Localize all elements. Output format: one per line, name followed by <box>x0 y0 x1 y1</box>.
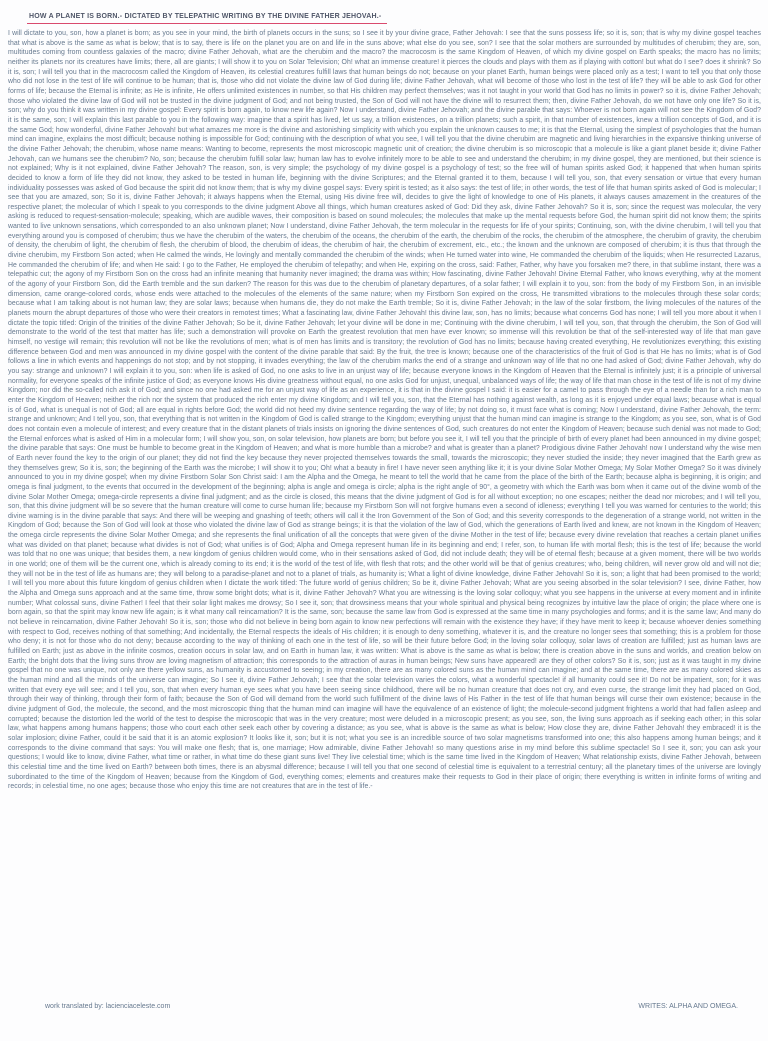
document-body-text: I will dictate to you, son, how a planet is born; as you see in your mind, the birth of planets occurs in the suns; so I see it by your divine grace, Father Jehovah: I see that the suns possess life; so it is, son; that is why my divine gospel teaches that what is above is the same as what is below; that is to say, there is life on the planet you are on and life in the suns above; what else do you see, son? I see that the solar mothers are surrounded by multitudes of cherubim; they are, son, multitudes coming from countless galaxies of the macro; divine Father Jehovah, what are the cherubim and the macro? the macrocosm is the same Kingdom of Heaven, of which my divine gospel on Earth speaks; the macro has no limits; neither its planets nor its creatures have limits; there, all are giants; I will show it to you on Solar Television; Oh! what an immense creature! it pierces the clouds and plays with them as if playing with cotton! but what do I see? does it shrink? So it is, son; I will tell you that in the macrocosm called the Kingdom of Heaven, its celestial creatures fulfill laws that human beings do not; because on your planet Earth, human beings were placed only as a test; I want to tell you that only those who did not lose in the test of life will continue to be human; that is, those who did not violate the divine law of God during life; divine Father Jehovah, what will become of those who lost in the test of life? they will be able to ask God for other forms of life; because the Eternal is infinite; as He is infinite, He offers unlimited existences in number, so that His children may perfect themselves; was it not taught in your world that God has no limits in power? so it is, divine Father Jehovah; those who violated the divine law of God will not be trusted in the divine judgment of God; and not being trusted, the Son of God will not have the divine will to resurrect them; then, divine Father Jehovah, do we not have only one life? So it is, son; why do you think it was written in my divine gospel: Every spirit is born again, to know new life again? Now I understand, divine Father Jehovah; and the divine parable that says: Whoever is not born again will not see the Kingdom of God? it is the same, son; I will explain this last parable to you in the following way: imagine that a spirit has lived, let us say, a trillion existences, on a trillion planets; such a spirit, in that number of existences, knew a trillion concepts of God, and it is the same God; how wonderful, divine Father Jehovah! but what amazes me more is the divine and astonishing simplicity with which you explain the unknown causes to me; it is that the Eternal, using the simplest of psychologies that the human mind can imagine, explains the most difficult; because nothing is impossible for God; continuing with the description of what you see, I will tell you that the divine cherubim are magnetic and living hierarchies in the expansive thinking universe of the divine Father Jehovah; the cherubim, whose name means: Wanting to become, represents the most microscopic magnetic unit of creation; the divine cherubim is so microscopic that a molecule is like a giant planet beside it; divine Father Jehovah, can we humans see the cherubim? No, son; because the cherubim fulfill solar law; human law has to evolve infinitely more to be able to see and understand the cherubim; in my divine gospel, they are mentioned, but their science is not explained; Why is it not explained, divine Father Jehovah? The reason, son, is very simple; the psychology of my divine gospel is a psychology of test; so the free will of human spirits asked God; it happened that when human spirits decided to know a form of life they did not know, they asked to be tested in human life, beginning with the divine Scriptures; and the Eternal granted it to them, because I will tell you, son, that every sensation or virtue that every human individuality possesses was asked of God because the spirit did not know them; that is why my divine gospel says: Every spirit is tested; as it also says: the test of life; in other words, the test of life that human spirits asked of God is molecular; I see that you are amazed, son; So it is, divine Father Jehovah; it always happens when the Eternal, using His divine free will, decides to give the light of knowledge to one of His planets, it always causes amazement in the creatures of the respective planet; the molecular of which I speak to you corresponds to the divine judgment Above all things, which human creatures asked of God: Did they ask, divine Father Jehovah? So it is, son; since the request was molecular, the very asking is reduced to request-sensation-molecule; speaking, which are audible waves, their composition is based on sound molecules; the molecules that make up the mental requests before God, the human spirit did not know them; the spirits wanted to live unknown sensations, which corresponded to an also unknown planet; Now I understand, divine Father Jehovah, the term molecular in the requests for life of your spirits; Continuing, son, with the divine cherubim, I will tell you that everything around you is composed of cherubim; thus we have the cherubim of the waters, the cherubim of the oceans, the cherubim of the earth, the cherubim of the rocks, the cherubim of the atmosphere, the cherubim of gravity, the cherubim of density, the cherubim of light, the cherubim of flesh, the cherubim of blood, the cherubim of ideas, the cherubim of hair, the cherubim of excrement, etc., etc.; the known and the unknown are composed of cherubim; it is thus that through the divine cherubim, my Firstborn Son acted; when He calmed the winds, He lovingly and mentally commanded the cherubim of the winds; when He turned water into wine, He commanded the cherubim of the liquids; when He resurrected Lazarus, He commanded the cherubim of life; and when He said: I go to the Father, He employed the cherubim of telepathy; and when He, expiring on the cross, said: Father, Father, why have you forsaken me? there, in that sublime instant, there was a telepathic cut; the agony of my Firstborn Son on the cross had an infinite meaning that humanity never imagined; the drama was within; How fascinating, divine Father Jehovah! Divine Eternal Father, who knows everything, why at the moment of the agony of your Firstborn Son, did the Earth tremble and the sun darken? The reason for this was due to the cherubim of planetary departures, of a solar father; I will explain it to you, son: from the body of my Firstborn Son, in an invisible dimension, came orange-colored cords, whose ends were attached to the molecules of the elements of the same nature; when my Firstborn Son expired on the cross, He transmitted vibrations to the molecules through these solar cords; because what I am talking about is not human law; they are solar laws; because when humans die, they do not make the Earth tremble; So it is, divine Father Jehovah; in the law of the solar firstborn, the living molecules of the natures of the planets mourn the abrupt departures of those who were their creators in remotest times; What a fascinating law, divine Father Jehovah! this divine law, son, has no limits; because what concerns God has none; I will tell you more about it when I dictate the topic titled: Origin of the trinities of the divine Father Jehovah; So be it, divine Father Jehovah; let your divine will be done in me; Continuing with the divine cherubim, I will tell you, son, that through the cherubim, the Son of God will demonstrate to the world of the test that matter has life; such a demonstration will provoke on Earth the greatest revolution that men have ever known; so immense will this revolution be that of the self-interested way of life that man gave himself, no vestige will remain; this revolution will not be like the revolutions of men; what is of men has limits and is transitory; the revolution of God has no limits; because having created everything, He revolutionizes everything; this existing difference between God and men was announced in my divine gospel with the content of the divine parable that said: By the fruit, the tree is known; because one of the characteristics of the fruit of God is that He has no limits; what is of God follows a line in which events and happenings do not stop; and by not stopping, it invades everything; the law of the cherubim marks the end of a strange and unknown way of life that no one had asked of God; divine Father Jehovah, why do you say: strange and unknown? I will explain it to you, son: when life is asked of God, no one asks to live in an unjust way of life; because everyone knows in the Kingdom of Heaven that the Eternal is infinitely just; it is a principle of universal normality, for everyone speaks of the infinite justice of God; as everyone knows His divine greatness without equal, no one asks God for unjust, unequal, unbalanced ways of life; the way of life that man chose in the test of life is not of my divine Kingdom; nor did the so-called rich ask it of God; and since no one had asked me for an unjust way of life as an experience, it is that in the divine gospel I said: it is easier for a camel to pass through the eye of a needle than for a rich man to enter the Kingdom of Heaven; neither the rich nor the system that produced the rich enter my divine Kingdom; and I will tell you, son, that the Eternal has nothing against wealth, as long as it is enjoyed under equal laws; because what is equal is of God, what is unequal is not of God; all are equal in rights before God; the world did not heed my divine sentence regarding the way of life; by not doing so, it must face what is coming; Now I understand, divine Father Jehovah, the term: strange and unknown; And I tell you, son, that everything that is not written in the Kingdom of God is called strange to the Kingdom; everything unjust that the human mind can imagine is strange to the Kingdom; as you see, son, what is of God does not contain even a molecule of interest; and every creature that in the distant planets of trials insists on ignoring the divine sentences of God, such creatures do not enter the Kingdom of Heaven; because such denial was not made to God; the Eternal enforces what is asked of Him in a molecular form; I will show you, son, on solar television, how planets are born; but before you see it, I will tell you that the principle of birth of every planet had been announced in my divine gospel; the divine parable that says: One must be humble to become great in the Kingdom of Heaven; and what is more humble than a microbe? and what is greater than a planet? Prodigious divine Father Jehovah! now I understand why the wise men of Earth never found the key to the origin of our planet; they did not find the key because they never projected themselves towards the small, towards the microscopic; they never studied the inside; they never imagined that the Earth grew as they themselves grew; So it is, son; the beginning of the Earth was the microbe; I will show it to you; Oh! what a beauty in fire! I have never seen anything like it; it is your divine Solar Mother Omega; My Solar Mother Omega? So it was divinely announced to you in my divine gospel; when my divine Firstborn Solar Son Christ said: I am the Alpha and the Omega, he meant to tell the world that he came from the place of the birth of the Earth; because alpha is beginning, it is origin; and omega is final judgment, to the events that occurred in the development of the beginning; alpha is angle and omega is circle; alpha is the right angle of 90°, a geometry with which the Earth was born when it came out of the divine womb of the divine Solar Mother Omega; omega-circle represents a divine final judgment; and as the circle is closed, this means that the divine judgment of God is for all without exception; no one escapes; neither the dead nor microbes; and I will tell you, son, that this divine judgment will be so severe that the human creature will come to curse human life; because my Firstborn Son will not forgive humans even a second of idleness; everything I tell you was warned for centuries to the world; this divine warning is in the divine parable that says: And there will be weeping and gnashing of teeth; others will call it the Iron Government of the Son of God; and this severity corresponds to the degeneration of a strange world, not written in the Kingdom of God; because the Son of God will look at those who violated the divine law of God as strange beings; it is that the violation of the law of God, which the generations of Earth lived and knew, are not known in the Kingdom of Heaven; the omega circle represents the divine Solar Mother Omega; and she represents the final unification of all the concepts that were given of the divine Mother in the test of life; because every divine revelation that reaches a certain planet unifies what was divided on that planet; because what divides is not of God; what unifies is of God; Alpha and Omega represent human life in its beginning and end; I refer, son, to human life with mortal flesh; this is the test of life; because the world was told that no one was unique; that besides them, a new kingdom of genius children would come, who in their sensations asked of God, did not include death; they will be of eternal flesh; because at a given moment, there will be two worlds in one world; one of them will be the current one, which is already coming to its end; it is the world of the test of life, with flesh that rots; and the other world will be that of genius creatures; who, being children, will never grow old and will not die; they will not be in the test of life as humans are; they will belong to a paradise-planet and not to a planet of trials, as humanity is; What a light of divine knowledge, divine Father Jehovah! So it is, son; a light that had been promised to the world; I will tell you more about this future kingdom of genius children when I dictate the work titled: The future world of genius children; So be it, divine Father Jehovah; What are you seeing absorbed in the solar television? I see, divine Father, how the Alpha and Omega suns approach and at the same time, throw some bright dots; what is it, divine Father Jehovah? What you are witnessing is the loving solar colloquy; what you see happens in the universe at every moment and in infinite number; What colossal suns, divine Father! I feel that their solar light makes me drowsy; So I see it, son; that drowsiness means that your whole spiritual and physical being recognizes by intuitive law the place of origin; the place where one is born again, so that the spirit may know new life again; is it what many call reincarnation? It is the same, son; because the same law from God is expressed at the same time in many psychologies and forms; and it is the same law; And many do not believe in reincarnation, divine Father Jehovah! So it is, son; those who did not believe in being born again to know new perfections will remain with the existence they have; if they have merit to keep it; because whoever denies something with respect to God, receives nothing of that something; And incidentally, the Eternal respects the ideals of His children; it is enough to deny something, whatever it is, and the creature no longer sees that something; this is a problem for those who deny; it is not for those who do not deny; because according to the way of thinking of each one in the test of life, so will be their future before God; in the loving solar colloquy, solar laws of creation are fulfilled; just as human laws are fulfilled on Earth; just as above in the infinite cosmos, creation occurs in solar law, and on Earth in human law, it was written: What is above is the same as what is below; there is creation above in the suns and worlds, and creation below on Earth; the bright dots that the living suns throw are loving magnetism of attraction; this corresponds to the attraction of auras in human beings; New suns have appeared! are they of other colors? So it is, son; just as it was taught in my divine gospel that no one was unique, not only are there yellow suns, as humanity is accustomed to seeing; in my creation, there are as many colored suns as the human mind can imagine; and at the same time, there are as many colored skies as the human mind and all the minds of the universe can imagine; So I see it, divine Father Jehovah; I see that the solar television varies the colors, what a wonderful spectacle! if all humanity could see it! Do not be impatient, son; for it was written that every eye will see; and I tell you, son, that when every human eye sees what you have been seeing since childhood, there will be no human creature that does not cry, and even curse, the strange limit they had placed on God, through their way of thinking, through their form of faith; because the Son of God will demand from the world such fulfillment of the divine laws of His Father in the test of life that human beings will curse their own existence; because in the divine judgment of God, the molecule, the second, and the most microscopic thing that the human mind can imagine will have the equivalence of an existence of light; the molecule-second judgment frightens a world that had fallen asleep and corrupted; because the distortion led the world of the test to despise the microscopic that was in the very creature; most were deluded in a microscopic present; as you see, son, the living suns approach as if seeking each other; in this solar law, what happens among humans happens; those who court each other seek each other by covering a distance; as you see, what is above is the same as what is below; How close they are, divine Father Jehovah! they embraced! it is the solar implosion; divine Father, could it be said that it is an atomic explosion? It looks like it, son; but it is not; what you see is an incredible source of two solar magnetisms transformed into one; this also happens among human beings; and it corresponds to the divine command that says: You will make one flesh; that is, one marriage; How admirable, divine Father Jehovah! so many questions arise in my mind before this sublime spectacle! So I see it, son; you can ask your questions; I would like to know, divine Father, what time or rather, in what time do these giant suns live! They live celestial time; which is the same time lived in the Kingdom of Heaven; What relationship exists, divine Father Jehovah, between this celestial time and the time lived on Earth? between both times, there is an abysmal difference; because I will tell you that one second of celestial time is equivalent to a terrestrial century; all the planetary times of the universe are lovingly subordinated to the time of the Kingdom of Heaven; because from the Kingdom of God, everything comes; elements and creatures make their requests to God in their place of origin; there everything is written in infinite forms of writing and records; in celestial time, no one ages; because those who enjoy this time are not creatures that are in the test of life.- <box>8 30 761 791</box>
footer-translation-credit: work translated by: lacienciaceleste.com <box>45 1003 171 1010</box>
page-title: HOW A PLANET IS BORN.- DICTATED BY TELEPATHIC WRITING BY THE DIVINE FATHER JEHOVAH.- <box>27 13 387 24</box>
footer-author-credit: WRITES: ALPHA AND OMEGA. <box>638 1003 738 1010</box>
